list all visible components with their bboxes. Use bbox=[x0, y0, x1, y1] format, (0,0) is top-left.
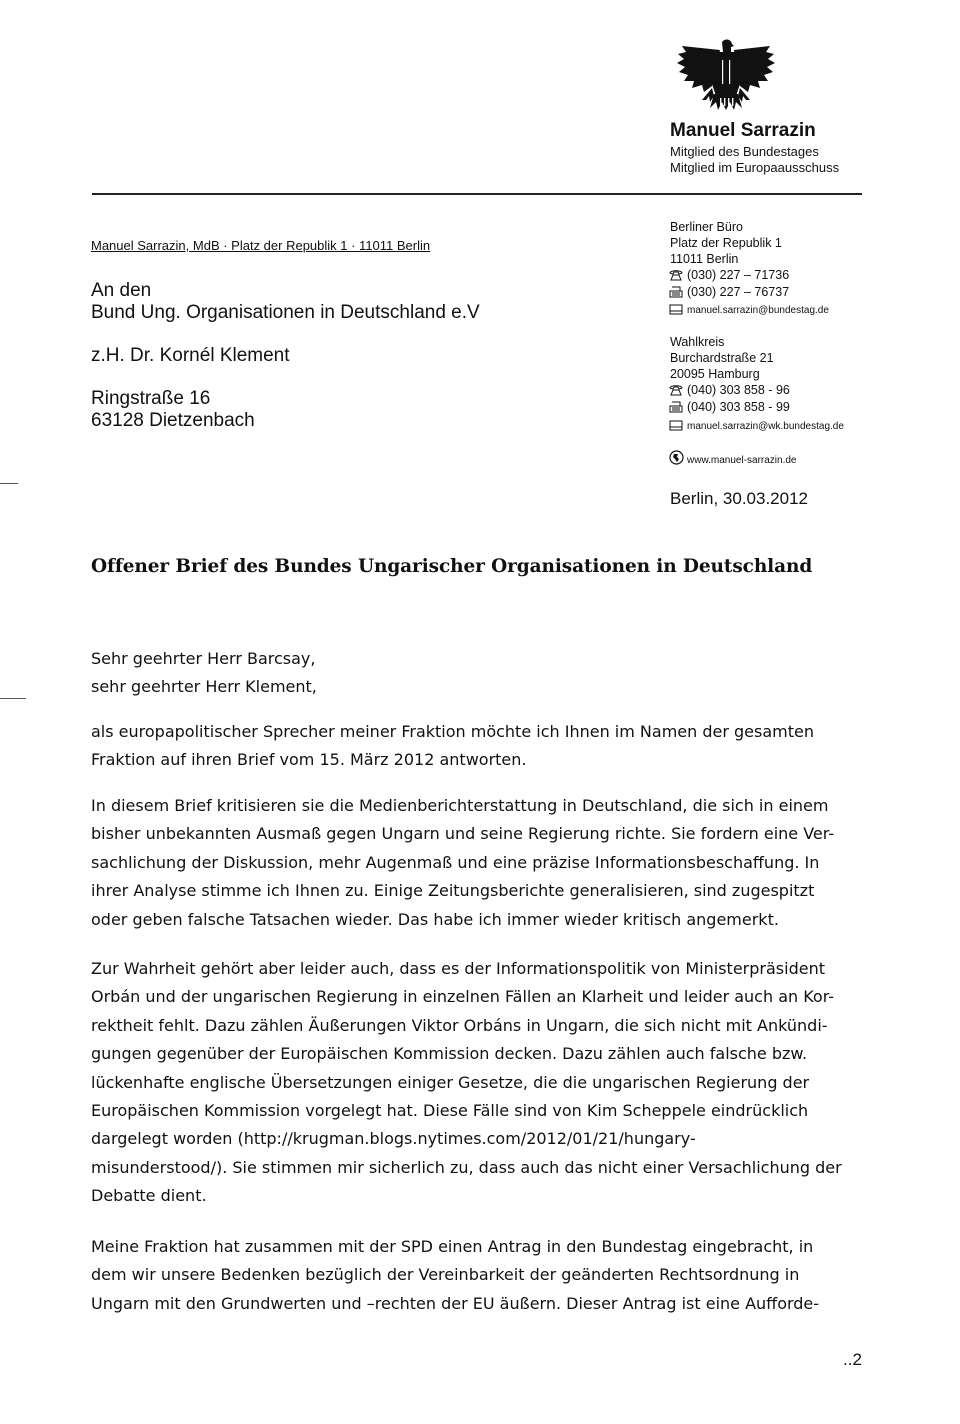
district-office-street: Burchardstraße 21 bbox=[670, 351, 774, 365]
berlin-office-city: 11011 Berlin bbox=[670, 252, 739, 266]
phone-icon bbox=[669, 268, 687, 282]
body-paragraph-3: Zur Wahrheit gehört aber leider auch, dass es der Informationspolitik von Ministerpräsident Orbán und der ungarischen Regierung in einzelnen Fällen an Klarheit und leider auch an Kor- rektheit fehlt. Dazu zählen Äußerungen Viktor Orbáns in Ungarn, die sich nicht mit Ankündi- gungen gegenüber der Europäischen Kommission decken. Dazu zählen auch falsche bzw. lückenhafte englische Übersetzungen einiger Gesetze, die die ungarischen Regierung der Europäischen Kommission vorgelegt hat. Diese Fälle sind von Kim Scheppele eindrücklich dargelegt worden (http://krugman.blogs.nytimes.com/2012/01/21/hungary- misunderstood/). Sie stimmen mir sicherlich zu, dass auch das nicht einer Versachlichung der Debatte dient. bbox=[91, 959, 842, 1206]
phone-icon bbox=[669, 383, 687, 397]
letterhead-divider bbox=[92, 193, 862, 195]
body-paragraph-2: In diesem Brief kritisieren sie die Medienberichterstattung in Deutschland, die sich in einem bisher unbekannten Ausmaß gegen Ungarn und seine Regierung richte. Sie fordern eine Ver- sachlichung der Diskussion, mehr Augenmaß und eine präzise Informationsbeschaffung. In ihrer Analyse stimme ich Ihnen zu. Einige Zeitungsberichte generalisieren, sind zugespitzt oder geben falsche Tatsachen wieder. Das habe ich immer wieder kritisch angemerkt. bbox=[91, 796, 835, 929]
district-office-phone-row bbox=[670, 383, 790, 397]
letterhead-role-bundestag: Mitglied des Bundestages bbox=[670, 144, 819, 159]
district-office-heading: Wahlkreis bbox=[670, 335, 725, 349]
recipient-line-3: z.H. Dr. Kornél Klement bbox=[91, 345, 290, 366]
district-office-email[interactable]: manuel.sarrazin@wk.bundestag.de bbox=[687, 421, 844, 432]
recipient-line-5: 63128 Dietzenbach bbox=[91, 410, 255, 431]
berlin-office-email[interactable]: manuel.sarrazin@bundestag.de bbox=[687, 305, 829, 316]
berlin-office-heading: Berliner Büro bbox=[670, 220, 743, 234]
fold-mark bbox=[0, 698, 26, 699]
district-office-fax-row bbox=[670, 400, 790, 414]
recipient-line-4: Ringstraße 16 bbox=[91, 388, 211, 409]
recipient-line-2: Bund Ung. Organisationen in Deutschland e.V bbox=[91, 302, 480, 323]
letter-date: Berlin, 30.03.2012 bbox=[670, 489, 808, 508]
berlin-office-phone: (030) 227 – 71736 bbox=[687, 268, 790, 282]
letterhead-name: Manuel Sarrazin bbox=[670, 120, 816, 141]
body-paragraph-4: Meine Fraktion hat zusammen mit der SPD einen Antrag in den Bundestag eingebracht, in dem wir unsere Bedenken bezüglich der Vereinbarkeit der geänderten Rechtsordnung in Ungarn mit den Grundwerten und –rechten der EU äußern. Dieser Antrag ist eine Aufforde- bbox=[91, 1237, 820, 1313]
page-continuation-marker: ..2 bbox=[843, 1350, 862, 1369]
mail-icon bbox=[669, 418, 687, 432]
recipient-line-1: An den bbox=[91, 280, 152, 301]
district-office-fax: (040) 303 858 - 99 bbox=[687, 400, 790, 414]
federal-eagle-logo-icon bbox=[676, 38, 776, 110]
letter-subject: Offener Brief des Bundes Ungarischer Organisationen in Deutschland bbox=[91, 556, 813, 577]
berlin-office-phone-row bbox=[670, 268, 789, 282]
fax-icon bbox=[669, 400, 687, 414]
district-office-city: 20095 Hamburg bbox=[670, 367, 760, 381]
salutation: Sehr geehrter Herr Barcsay, sehr geehrter Herr Klement, bbox=[91, 649, 317, 697]
district-office-email-row bbox=[670, 418, 844, 432]
fax-icon bbox=[669, 285, 687, 299]
website-link[interactable]: www.manuel-sarrazin.de bbox=[687, 455, 797, 466]
website-row bbox=[670, 450, 797, 466]
fold-mark bbox=[0, 483, 18, 484]
berlin-office-fax: (030) 227 – 76737 bbox=[687, 285, 790, 299]
berlin-office-fax-row bbox=[670, 285, 789, 299]
globe-icon bbox=[669, 450, 687, 466]
berlin-office-email-row bbox=[670, 302, 829, 316]
letterhead-role-europe: Mitglied im Europaausschuss bbox=[670, 160, 840, 175]
district-office-phone: (040) 303 858 - 96 bbox=[687, 383, 790, 397]
sender-return-address: Manuel Sarrazin, MdB · Platz der Republik 1 · 11011 Berlin bbox=[91, 238, 431, 253]
body-paragraph-1: als europapolitischer Sprecher meiner Fraktion möchte ich Ihnen im Namen der gesamten Fraktion auf ihren Brief vom 15. März 2012 antworten. bbox=[91, 722, 814, 770]
mail-icon bbox=[669, 302, 687, 316]
berlin-office-street: Platz der Republik 1 bbox=[670, 236, 782, 250]
